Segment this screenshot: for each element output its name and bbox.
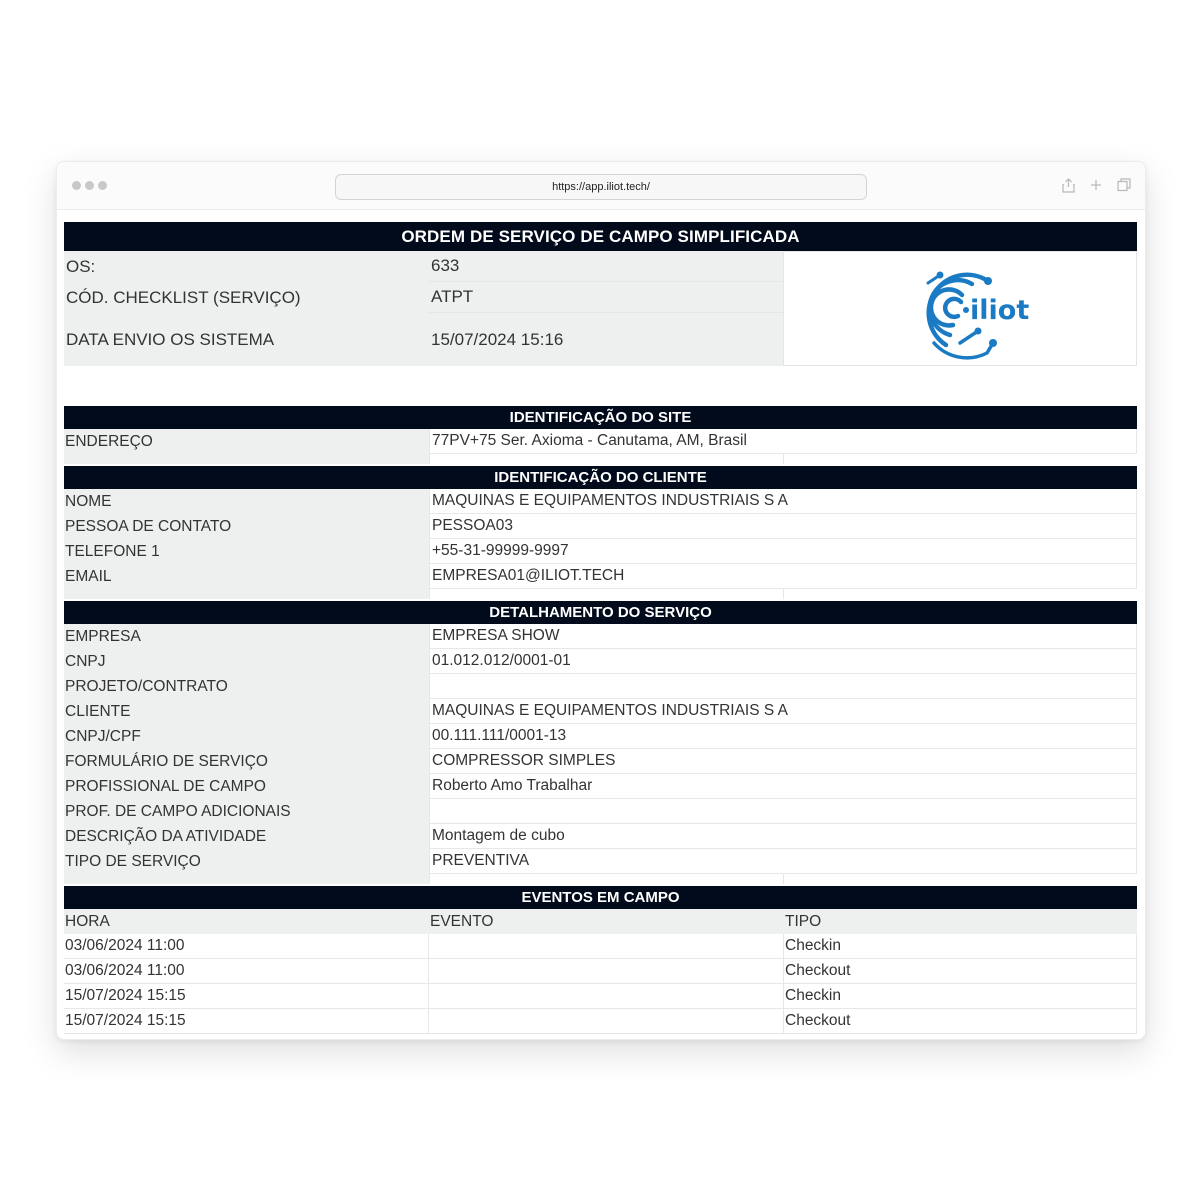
section-spacer <box>64 874 1137 884</box>
phone-label: TELEFONE 1 <box>64 539 429 564</box>
order-header <box>64 251 1137 366</box>
extra-pros-value <box>429 799 1137 824</box>
field-pro-value: Roberto Amo Trabalhar <box>429 774 1137 799</box>
service-type-label: TIPO DE SERVIÇO <box>64 849 429 874</box>
client-section-title: IDENTIFICAÇÃO DO CLIENTE <box>64 466 1137 489</box>
client-name-label: NOME <box>64 489 429 514</box>
project-label: PROJETO/CONTRATO <box>64 674 429 699</box>
table-row <box>64 489 1137 514</box>
service-type-value: PREVENTIVA <box>429 849 1137 874</box>
service-client-value: MAQUINAS E EQUIPAMENTOS INDUSTRIAIS S A <box>429 699 1137 724</box>
section-spacer <box>64 454 1137 464</box>
company-label: EMPRESA <box>64 624 429 649</box>
table-row <box>64 674 1137 699</box>
table-row <box>64 699 1137 724</box>
company-value: EMPRESA SHOW <box>429 624 1137 649</box>
table-row <box>64 564 1137 589</box>
event-name <box>429 934 784 959</box>
company-logo <box>783 251 1137 366</box>
share-icon[interactable] <box>1061 177 1075 193</box>
send-date-value: 15/07/2024 15:16 <box>429 313 783 366</box>
table-row <box>64 934 1137 959</box>
checklist-value: ATPT <box>429 282 783 313</box>
checklist-label: CÓD. CHECKLIST (SERVIÇO) <box>64 282 429 313</box>
address-value: 77PV+75 Ser. Axioma - Canutama, AM, Brasil <box>429 429 1137 454</box>
event-type: Checkout <box>784 1009 1137 1034</box>
table-row <box>64 724 1137 749</box>
event-name <box>429 959 784 984</box>
contact-value: PESSOA03 <box>429 514 1137 539</box>
column-header-hora: HORA <box>65 912 110 930</box>
iliot-logo-icon <box>890 253 1030 365</box>
tabs-overview-icon[interactable] <box>1117 177 1131 193</box>
service-section-title: DETALHAMENTO DO SERVIÇO <box>64 601 1137 624</box>
table-row <box>64 1009 1137 1034</box>
cnpj-value: 01.012.012/0001-01 <box>429 649 1137 674</box>
event-type: Checkout <box>784 959 1137 984</box>
phone-value: +55-31-99999-9997 <box>429 539 1137 564</box>
client-name-value: MAQUINAS E EQUIPAMENTOS INDUSTRIAIS S A <box>429 489 1137 514</box>
table-row <box>64 984 1137 1009</box>
email-value: EMPRESA01@ILIOT.TECH <box>429 564 1137 589</box>
table-row <box>64 514 1137 539</box>
table-row <box>64 749 1137 774</box>
project-value <box>429 674 1137 699</box>
cnpj-label: CNPJ <box>64 649 429 674</box>
gap <box>64 366 1137 406</box>
address-bar-url: https://app.iliot.tech/ <box>552 181 650 193</box>
table-row <box>64 624 1137 649</box>
event-time: 15/07/2024 15:15 <box>64 984 429 1009</box>
window-controls <box>72 181 107 190</box>
window-dot-icon[interactable] <box>72 181 81 190</box>
os-value: 633 <box>429 251 783 282</box>
table-row <box>64 799 1137 824</box>
new-tab-icon[interactable] <box>1089 177 1103 193</box>
cnpj-cpf-value: 00.111.111/0001-13 <box>429 724 1137 749</box>
section-spacer <box>64 589 1137 599</box>
service-form-value: COMPRESSOR SIMPLES <box>429 749 1137 774</box>
logo-wordmark: iliot <box>970 294 1030 326</box>
window-dot-icon[interactable] <box>98 181 107 190</box>
event-type: Checkin <box>784 984 1137 1009</box>
cnpj-cpf-label: CNPJ/CPF <box>64 724 429 749</box>
table-row <box>64 539 1137 564</box>
table-row <box>64 774 1137 799</box>
activity-label: DESCRIÇÃO DA ATIVIDADE <box>64 824 429 849</box>
window-dot-icon[interactable] <box>85 181 94 190</box>
events-section-title: EVENTOS EM CAMPO <box>64 886 1137 909</box>
events-table-header <box>64 909 1137 934</box>
column-header-evento: EVENTO <box>430 912 494 930</box>
table-row <box>64 649 1137 674</box>
email-label: EMAIL <box>64 564 429 589</box>
event-name <box>429 1009 784 1034</box>
extra-pros-label: PROF. DE CAMPO ADICIONAIS <box>64 799 429 824</box>
service-client-label: CLIENTE <box>64 699 429 724</box>
event-time: 03/06/2024 11:00 <box>64 959 429 984</box>
contact-label: PESSOA DE CONTATO <box>64 514 429 539</box>
field-pro-label: PROFISSIONAL DE CAMPO <box>64 774 429 799</box>
service-form-label: FORMULÁRIO DE SERVIÇO <box>64 749 429 774</box>
table-row <box>64 849 1137 874</box>
event-time: 03/06/2024 11:00 <box>64 934 429 959</box>
table-row <box>64 824 1137 849</box>
os-label: OS: <box>64 251 429 282</box>
document-title: ORDEM DE SERVIÇO DE CAMPO SIMPLIFICADA <box>64 222 1137 251</box>
address-bar[interactable] <box>335 174 867 200</box>
event-time: 15/07/2024 15:15 <box>64 1009 429 1034</box>
send-date-label: DATA ENVIO OS SISTEMA <box>64 313 429 366</box>
site-section-title: IDENTIFICAÇÃO DO SITE <box>64 406 1137 429</box>
table-row <box>64 429 1137 454</box>
address-label: ENDEREÇO <box>64 429 429 454</box>
event-type: Checkin <box>784 934 1137 959</box>
browser-window <box>56 161 1146 1040</box>
browser-toolbar <box>57 162 1145 210</box>
column-header-tipo: TIPO <box>785 912 822 930</box>
service-order-document <box>64 222 1137 1034</box>
table-row <box>64 959 1137 984</box>
activity-value: Montagem de cubo <box>429 824 1137 849</box>
toolbar-icons <box>1061 177 1131 193</box>
event-name <box>429 984 784 1009</box>
